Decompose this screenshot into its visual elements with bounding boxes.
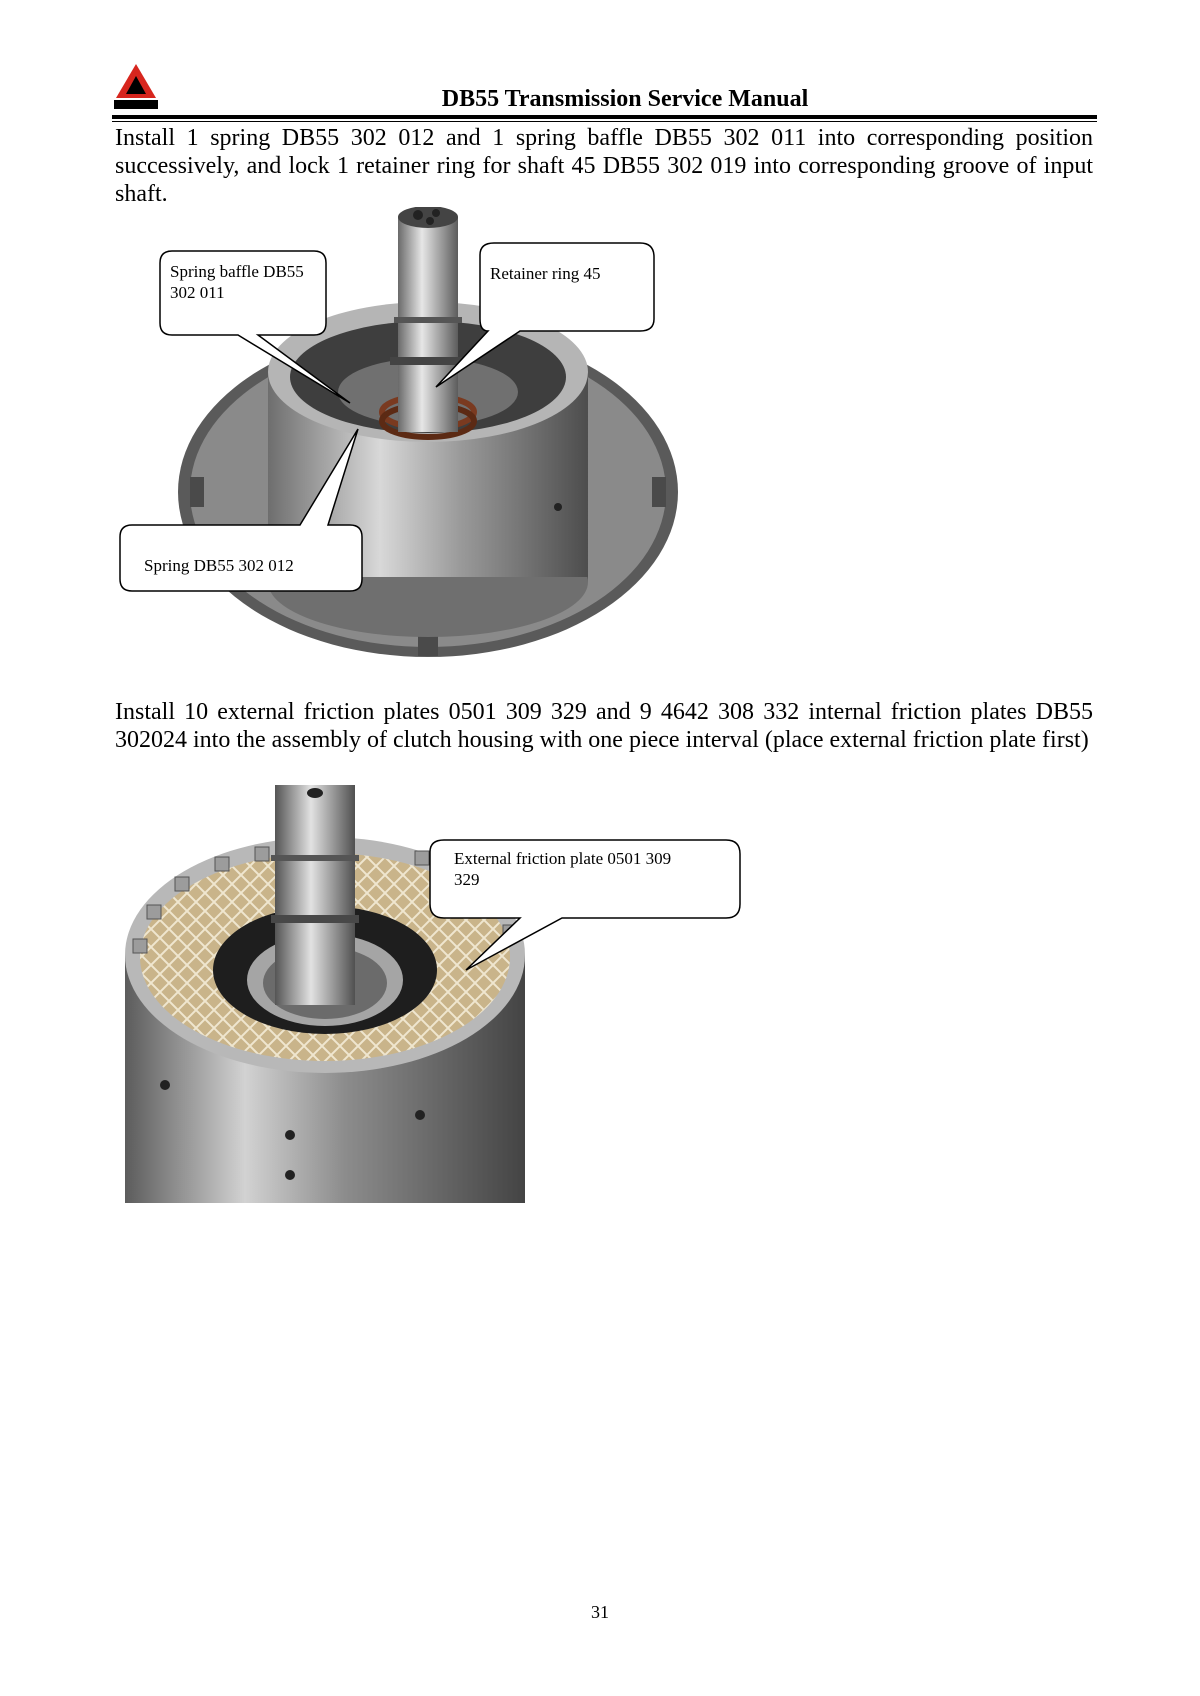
callout-retainer-ring: Retainer ring 45 bbox=[490, 264, 601, 283]
page-number: 31 bbox=[591, 1602, 609, 1622]
step-2-instruction: Install 10 external friction plates 0501 309 329 and 9 4642 308 332 internal friction plates DB55 302024 into the assembly of clutch housing with one piece interval (place external friction plate first) bbox=[115, 699, 1093, 753]
callout-spring-baffle-line-1: Spring baffle DB55 bbox=[170, 262, 304, 281]
callout-external-plate-line-2: 329 bbox=[454, 870, 480, 889]
callout-spring-baffle-line-2: 302 011 bbox=[170, 283, 225, 302]
callout-external-plate-line-1: External friction plate 0501 309 bbox=[454, 849, 672, 868]
callout-external-friction-plate bbox=[446, 842, 736, 896]
document-title: DB55 Transmission Service Manual bbox=[441, 86, 809, 112]
callout-spring: Spring DB55 302 012 bbox=[144, 556, 294, 575]
step-1-instruction: Install 1 spring DB55 302 012 and 1 spring baffle DB55 302 011 into corresponding position successively, and lock 1 retainer ring for shaft 45 DB55 302 019 into corresponding groove of input shaft. bbox=[115, 125, 1093, 207]
